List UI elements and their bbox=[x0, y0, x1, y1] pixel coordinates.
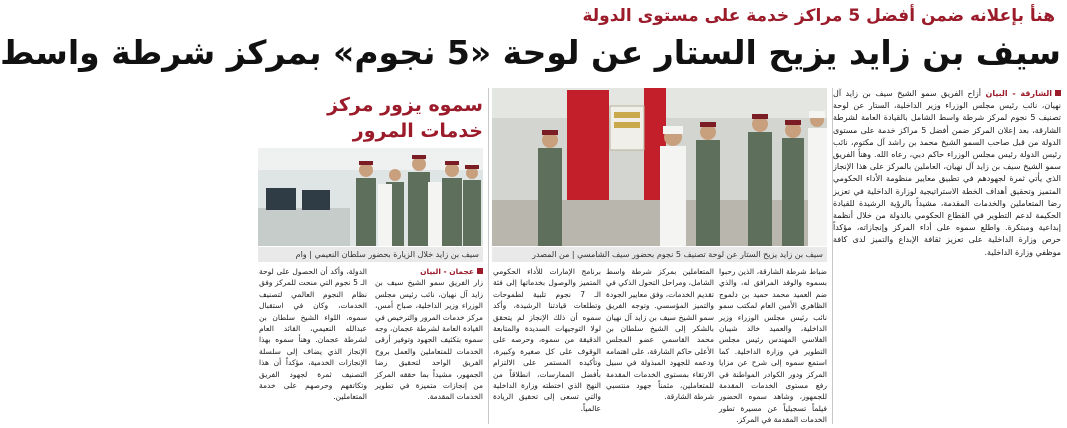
sidebar-photo-caption: سيف بن زايد خلال الزيارة بحضور سلطان النعيمي | وام bbox=[258, 247, 483, 262]
sidebar-body bbox=[258, 266, 483, 426]
sidebar-dateline: عجمان - البيان bbox=[420, 267, 474, 276]
article-column-a: ضباط شرطة الشارقة، الذين رحبوا بسموه والوفد المرافق له، والذي ضم العميد محمد حميد بن دلموج الظاهري الأمين العام لمكتب سمو نائب رئيس مجلس الوزراء وزير الداخلية، والعميد خالد شيبان الفلاسي المهندس رئيس مجلس التطوير في وزارة الداخلية. كما استمع سموه إلى شرح عن مزايا المركز ودور الكوادر المواطنة في رفع مستوى الخدمات المقدمة للجمهور، وشاهد سموه الحضور فيلماً تسجيلياً عن مسيرة تطور الخدمات المقدمة في المركز. bbox=[719, 267, 827, 425]
visit-photo-illustration bbox=[258, 148, 483, 246]
sidebar-title: سموه يزور مركز خدمات المرور bbox=[327, 94, 483, 142]
sidebar-photo bbox=[258, 148, 483, 246]
article-lead-text: أزاح الفريق سمو الشيخ سيف بن زايد آل نهيان، نائب رئيس مجلس الوزراء وزير الداخلية، الستار عن لوحة تصنيف 5 نجوم لمركز شرطة واسط الشامل بالقيادة العامة لشرطة الشارقة، بعد إعلان المركز ضمن أفضل 5 مراكز خدمة على مستوى الدولة من قبل صاحب السمو الشيخ محمد بن راشد آل مكتوم، نائب رئيس الدولة رئيس مجلس الوزراء حاكم دبي، رعاه الله. وهنأ الفريق سمو الشيخ سيف بن زايد آل نهيان، العاملين بالمركز على هذا الإنجاز الذي يأتي ثمرة لجهودهم في تطبيق معايير منظومة الأداء الحكومي المتميز وتحقيق أهداف الخطة الاستراتيجية لوزارة الداخلية في تعزيز رضا المتعاملين والخدمات المقدمة، مشيداً بالرؤية الرشيدة للقيادة الحكيمة لدعم التطوير في القطاع الحكومي بالدولة من خلال أنظمة إبداعية ومبتكرة. واطلع سموه على أداء المركز وإنجازاته، مؤكداً حرص وزارة الداخلية على تعزيز ثقافة الإبداع والتميز لدى كافة موظفي وزارة الداخلية. bbox=[833, 89, 1062, 257]
sidebar-column-b: الدولة، وأكد أن الحصول على لوحة الـ 5 نجوم التي منحت للمركز وفق نظام النجوم العالمي لتصنيف الخدمات، وكان في استقبال سموه، اللواء الشيخ سلطان بن عبدالله النعيمي، القائد العام لشرطة عجمان. وهنأ سموه بهذا الإنجاز الذي يضاف إلى سلسلة الإنجازات الخدمية، مؤكداً أن هذا التصنيف ثمرة لجهود الفريق وتكاتفهم وحرصهم على خدمة المتعاملين. bbox=[259, 267, 367, 402]
article-kicker: هنأ بإعلانه ضمن أفضل 5 مراكز خدمة على مستوى الدولة bbox=[582, 6, 1055, 26]
main-photo bbox=[492, 88, 827, 246]
sidebar-divider bbox=[488, 88, 489, 424]
unveiling-photo-illustration bbox=[492, 88, 827, 246]
column-divider bbox=[832, 88, 833, 424]
article-column-c: برنامج الإمارات للأداء الحكومي المتميز والوصول بخدماتها إلى فئة الـ 7 نجوم تلبية لطموحات وتطلعات قيادتنا الرشيدة، وأكد سموه أن ذلك الإنجاز لم يتحقق لولا التوجيهات السديدة والمتابعة الدقيقة من سموه، وحرصه على الوقوف على كل صغيرة وكبيرة، وتأكيده المستمر على الالتزام بأفضل الممارسات، انطلاقاً من النهج الذي اختطته وزارة الداخلية والتي تسعى إلى تحقيق الريادة عالمياً. bbox=[493, 267, 601, 413]
main-photo-caption: سيف بن زايد يزيح الستار عن لوحة تصنيف 5 نجوم بحضور سيف الشامسي | من المصدر bbox=[492, 247, 827, 262]
article-dateline: الشارقة - البيان bbox=[985, 89, 1053, 98]
section-marker-icon bbox=[1055, 90, 1061, 96]
article-headline: سيف بن زايد يزيح الستار عن لوحة «5 نجوم» بمركز شرطة واسط bbox=[0, 33, 1061, 72]
article-column-b: المتعاملين بمركز شرطة واسط الشامل، ومراحل التحول الذكي في تقديم الخدمات، وفق معايير الجودة والتميز المؤسسي. وتوجه الفريق سمو الشيخ سيف بن زايد آل نهيان بالشكر إلى الشيخ سلطان بن محمد القاسمي عضو المجلس الأعلى حاكم الشارقة، على اهتمامه ودعمه للجهود المبذولة في سبيل الارتقاء بمستوى الخدمات المقدمة للمتعاملين، مثمناً جهود منتسبي شرطة الشارقة. bbox=[606, 267, 714, 402]
sidebar-column-a bbox=[375, 266, 483, 426]
sidebar-column-a-text: زار الفريق سمو الشيخ سيف بن زايد آل نهيان، نائب رئيس مجلس الوزراء وزير الداخلية، صباح أمس، مركز خدمات المرور والترخيص في القيادة العامة لشرطة عجمان، وجه سموه بتكثيف الجهود وتوفير أرقى الخدمات للمتعاملين والعمل بروح الفريق الواحد لتحقيق رضا الجمهور، مشيداً بما حققه المركز من إنجازات متميزة في تطوير الخدمات المقدمة. bbox=[375, 278, 483, 402]
article-body-lead bbox=[833, 88, 1061, 424]
section-marker-icon bbox=[477, 268, 483, 274]
article-body-columns bbox=[492, 266, 827, 426]
